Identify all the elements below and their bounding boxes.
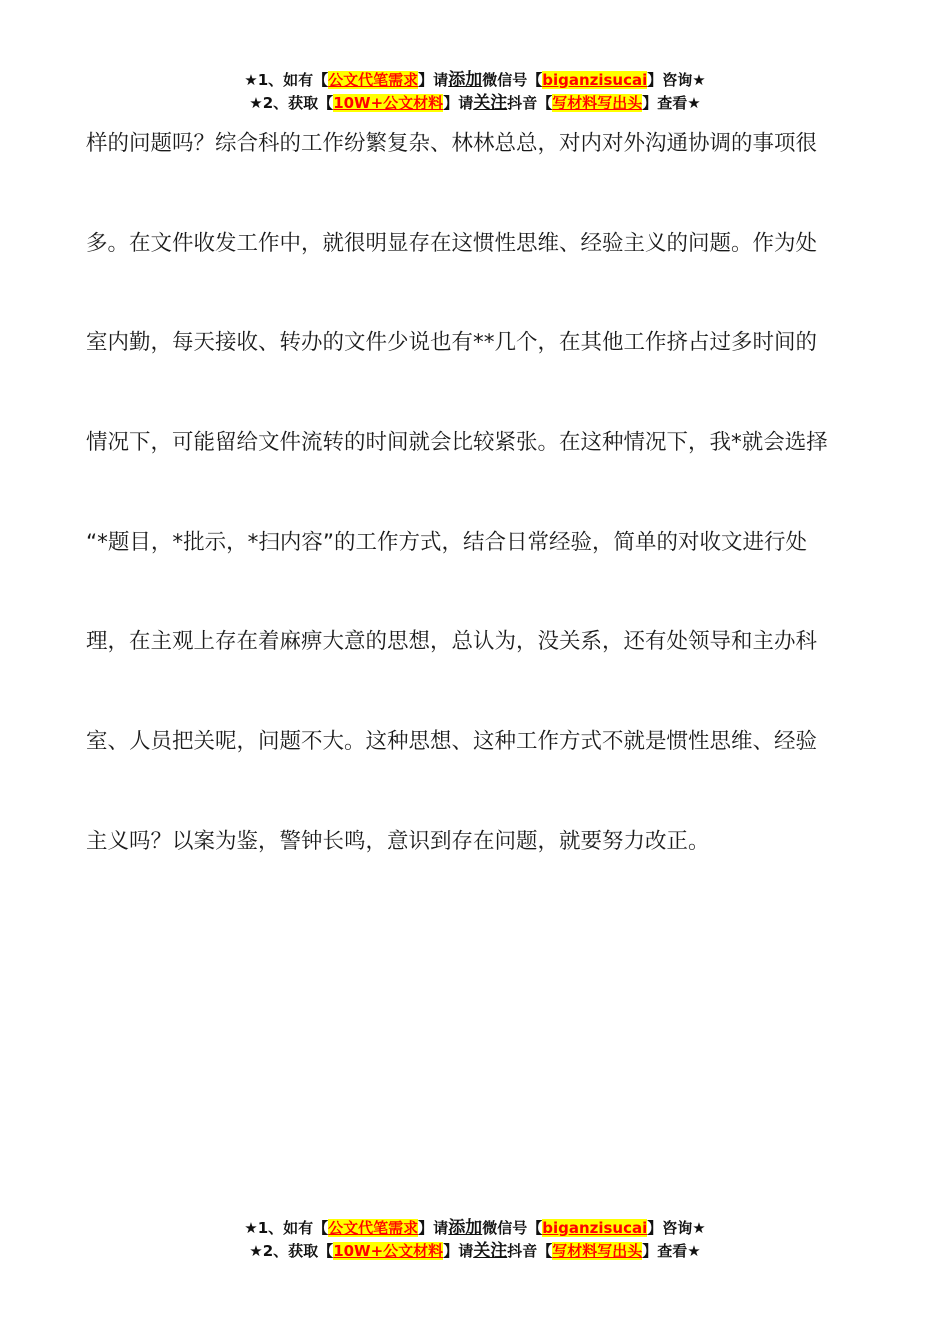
body-line-3: 室内勤，每天接收、转办的文件少说也有**几个，在其他工作挤占过多时间的 (86, 330, 818, 356)
footer-line-1-mid-2: 微信号【 (482, 1219, 543, 1237)
header-line-2-highlight-materials: 10W+公文材料 (333, 94, 444, 112)
body-line-4: 情况下，可能留给文件流转的时间就会比较紧张。在这种情况下，我*就会选择 (86, 430, 828, 456)
footer-line-2-highlight-douyin-account: 写材料写出头 (552, 1242, 643, 1260)
body-line-6: 理，在主观上存在着麻痹大意的思想，总认为，没关系，还有处领导和主办科 (86, 629, 818, 655)
header-banner (0, 69, 950, 115)
header-line-1-highlight-service: 公文代笔需求 (328, 71, 419, 89)
header-line-2-highlight-douyin-account: 写材料写出头 (552, 94, 643, 112)
footer-line-1-suffix: 】咨询★ (647, 1219, 706, 1237)
header-line-2-mid-2: 抖音【 (507, 94, 553, 112)
footer-line-1-highlight-service: 公文代笔需求 (328, 1219, 419, 1237)
header-line-2 (0, 92, 950, 115)
header-line-1-suffix: 】咨询★ (647, 71, 706, 89)
header-line-1-prefix: ★1、如有【 (244, 71, 329, 89)
body-line-7: 室、人员把关呢，问题不大。这种思想、这种工作方式不就是惯性思维、经验 (86, 729, 818, 755)
body-line-5: “*题目，*批示，*扫内容”的工作方式，结合日常经验，简单的对收文进行处 (86, 529, 808, 555)
footer-line-2 (0, 1240, 950, 1263)
body-line-2: 多。在文件收发工作中，就很明显存在这惯性思维、经验主义的问题。作为处 (86, 230, 818, 256)
header-line-1-mid: 】请 (418, 71, 449, 89)
header-line-2-mid: 】请 (443, 94, 474, 112)
footer-line-1-emphasis: 添加 (448, 1218, 483, 1238)
footer-line-2-mid: 】请 (443, 1242, 474, 1260)
footer-line-2-suffix: 】查看★ (642, 1242, 701, 1260)
header-line-2-suffix: 】查看★ (642, 94, 701, 112)
header-line-1-mid-2: 微信号【 (482, 71, 543, 89)
footer-banner (0, 1217, 950, 1263)
footer-line-2-prefix: ★2、获取【 (249, 1242, 334, 1260)
footer-line-1-mid: 】请 (418, 1219, 449, 1237)
footer-line-2-highlight-materials: 10W+公文材料 (333, 1242, 444, 1260)
header-line-2-prefix: ★2、获取【 (249, 94, 334, 112)
header-line-2-emphasis: 关注 (473, 93, 508, 113)
header-line-1 (0, 69, 950, 92)
footer-line-2-emphasis: 关注 (473, 1241, 508, 1261)
header-line-1-emphasis: 添加 (448, 70, 483, 90)
footer-line-1-highlight-wechat-id: biganzisucai (542, 1219, 648, 1237)
footer-line-1-prefix: ★1、如有【 (244, 1219, 329, 1237)
body-line-1: 样的问题吗？综合科的工作纷繁复杂、林林总总，对内对外沟通协调的事项很 (86, 131, 818, 156)
footer-line-2-mid-2: 抖音【 (507, 1242, 553, 1260)
document-body (86, 125, 866, 923)
header-line-1-highlight-wechat-id: biganzisucai (542, 71, 648, 89)
body-line-8: 主义吗？以案为鉴，警钟长鸣，意识到存在问题，就要努力改正。 (86, 828, 710, 854)
footer-line-1 (0, 1217, 950, 1240)
